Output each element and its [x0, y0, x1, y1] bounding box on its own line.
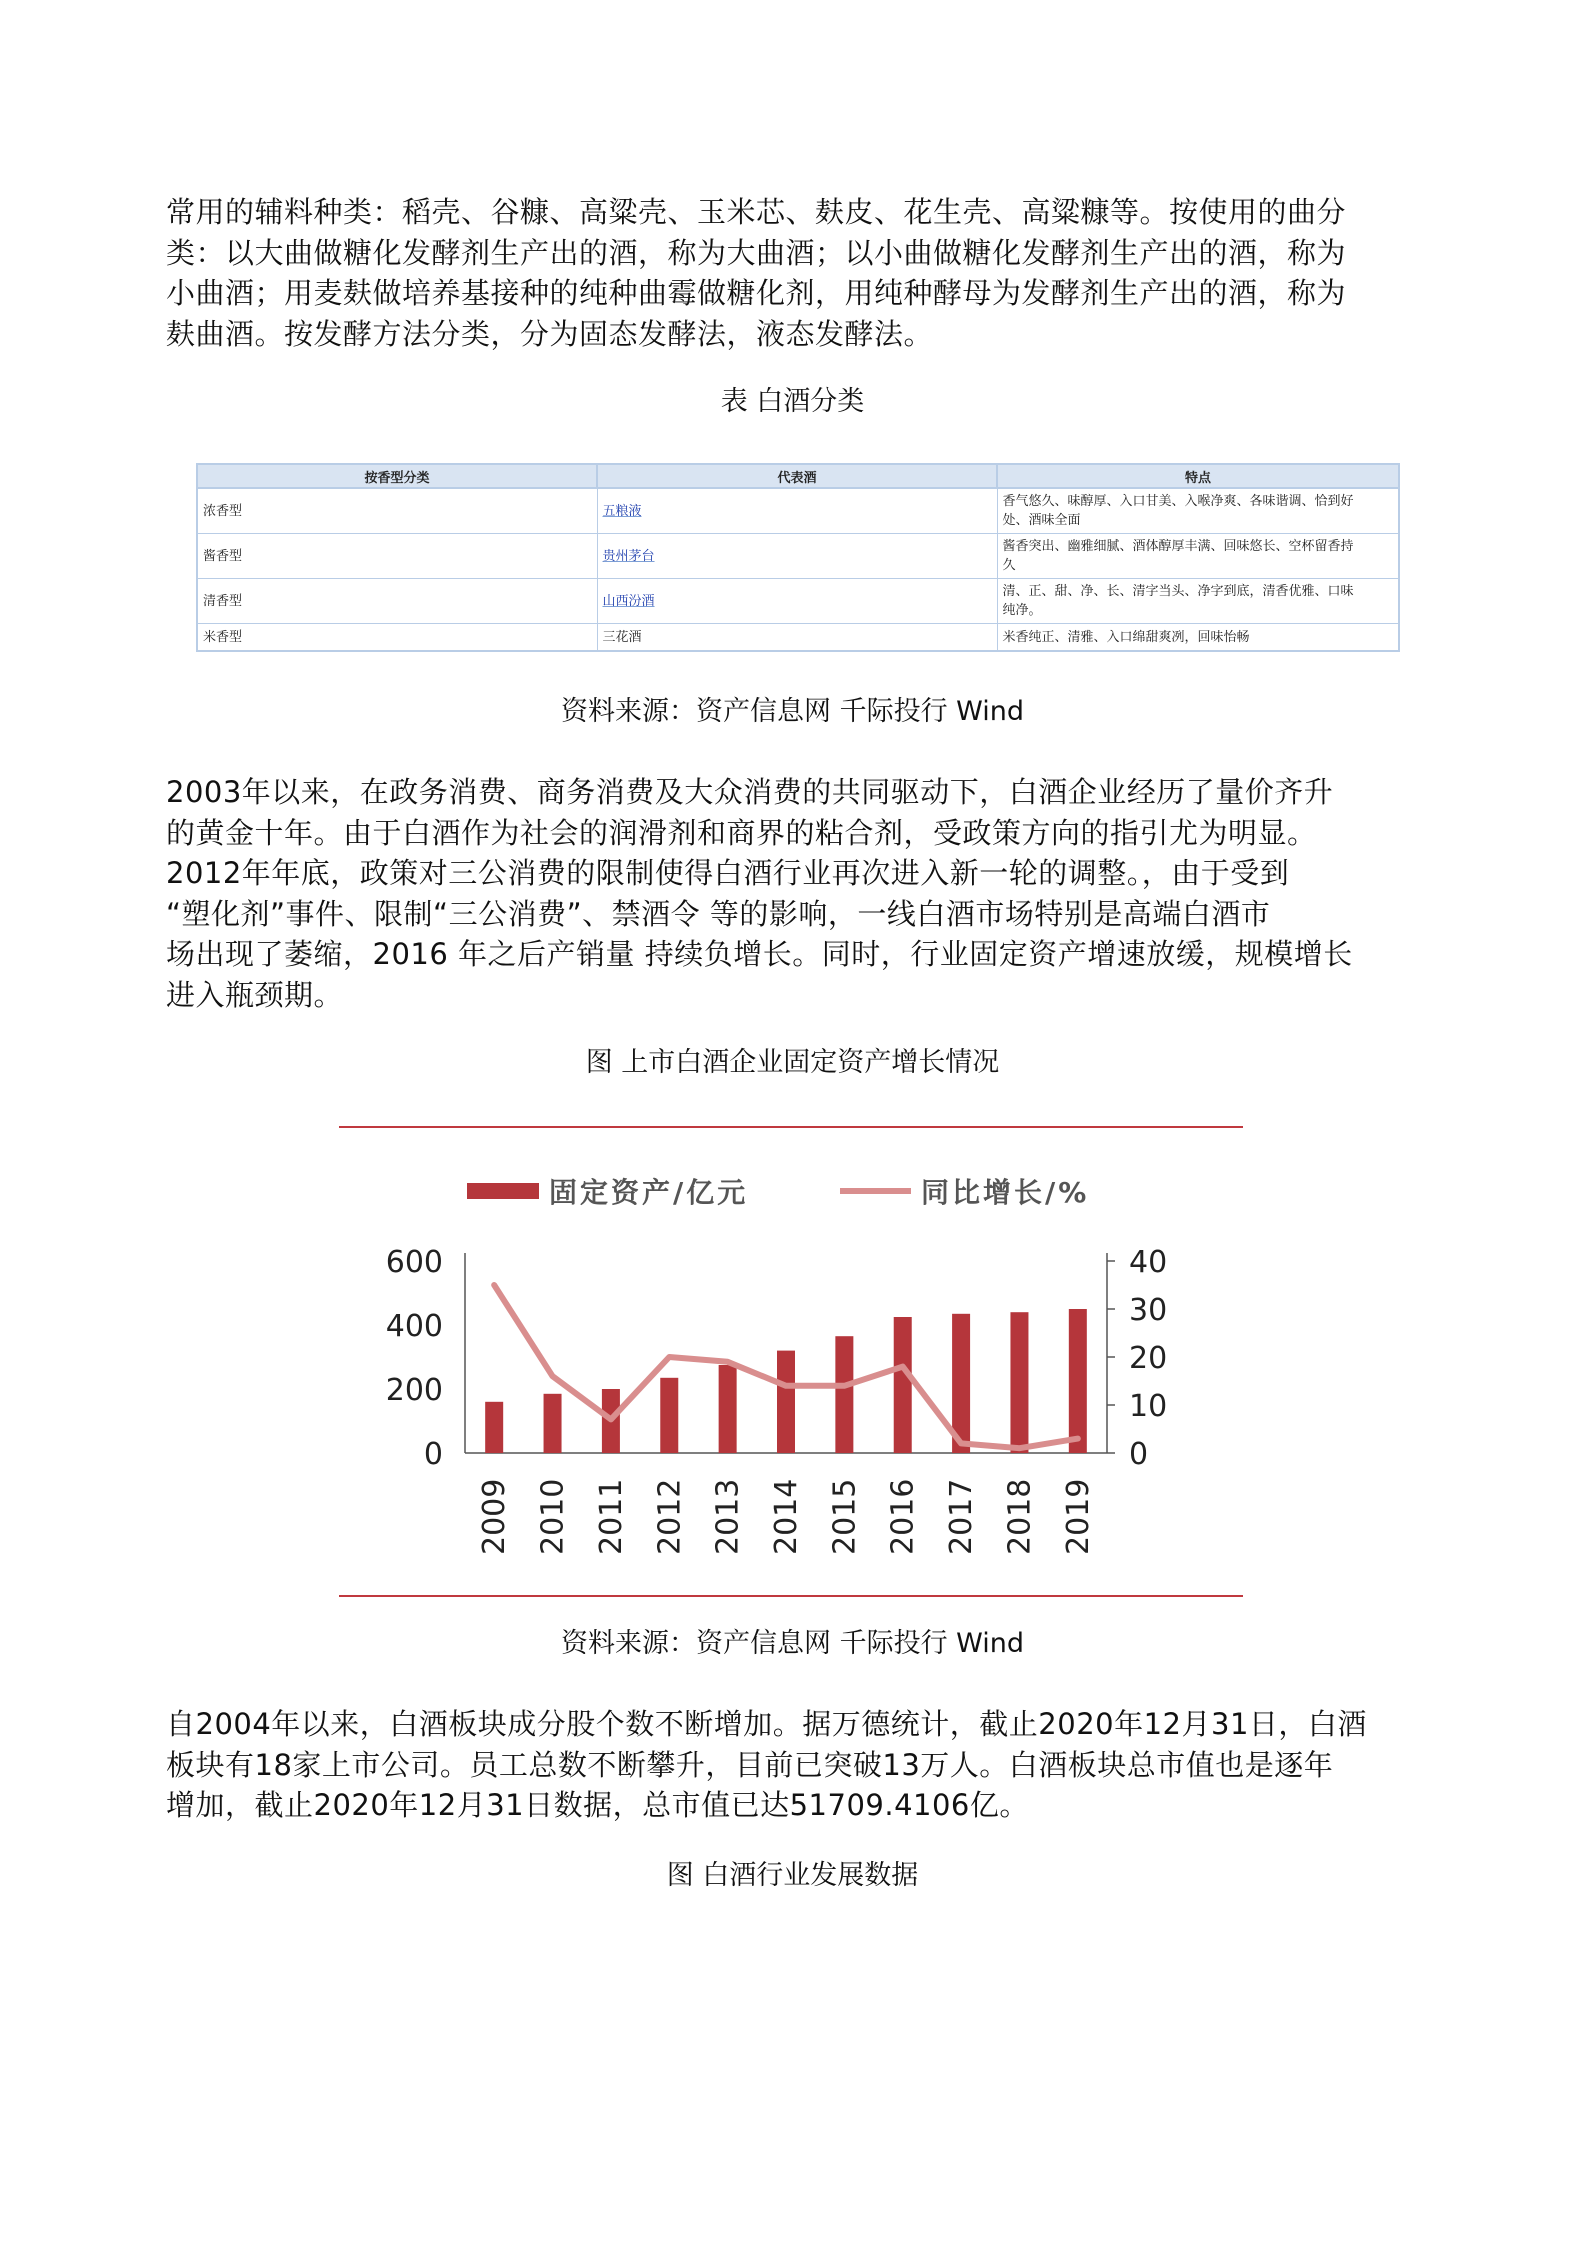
chart-source: 资料来源：资产信息网 千际投行 Wind: [560, 1628, 1025, 1659]
table-row: [197, 488, 1399, 534]
bar-fixed-assets: [1010, 1312, 1028, 1453]
header-aroma-type: 按香型分类: [197, 464, 597, 488]
y-right-tick-label: 30: [1129, 1293, 1168, 1328]
brand-link[interactable]: 山西汾酒: [602, 593, 655, 609]
feature-line: 香气悠久、味醇厚、入口甘美、入喉净爽、各味谐调、恰到好: [1002, 494, 1354, 509]
chart-title: 图 上市白酒企业固定资产增长情况: [585, 1047, 1000, 1078]
table-title: 表 白酒分类: [720, 386, 865, 417]
feature-line: 久: [1002, 558, 1016, 573]
text-line: 类：以大曲做糖化发酵剂生产出的酒，称为大曲酒；以小曲做糖化发酵剂生产出的酒，称为: [166, 235, 1347, 270]
plot-area: [386, 1245, 1167, 1555]
table-row: [197, 624, 1399, 652]
bar-fixed-assets: [835, 1336, 853, 1453]
x-tick-label: 2013: [710, 1478, 746, 1555]
feature-line: 清、正、甜、净、长、清字当头、净字到底，清香优雅、口味: [1002, 584, 1354, 599]
cell-type: 米香型: [197, 624, 597, 652]
text-line: 进入瓶颈期。: [166, 977, 344, 1012]
text-line: 的黄金十年。由于白酒作为社会的润滑剂和商界的粘合剂，受政策方向的指引尤为明显。: [166, 815, 1317, 850]
x-tick-label: 2012: [652, 1478, 688, 1555]
x-tick-label: 2015: [827, 1478, 863, 1555]
text-line: 场出现了萎缩，2016 年之后产销量 持续负增长。同时，行业固定资产增速放缓，规模增长: [166, 937, 1353, 971]
x-tick-label: 2010: [535, 1478, 571, 1555]
cell-brand: 三花酒: [597, 624, 997, 652]
x-tick-label: 2017: [944, 1478, 980, 1555]
bar-fixed-assets: [894, 1317, 912, 1453]
bar-fixed-assets: [544, 1394, 562, 1453]
feature-line: 处、酒味全面: [1002, 513, 1081, 528]
y-right-tick-label: 40: [1129, 1245, 1168, 1280]
x-tick-label: 2011: [593, 1478, 629, 1555]
text-line: 自2004年以来，白酒板块成分股个数不断增加。据万德统计，截止2020年12月31日，白酒: [166, 1707, 1367, 1741]
y-left-tick-label: 400: [385, 1309, 443, 1344]
x-tick-label: 2018: [1002, 1478, 1038, 1555]
liquor-classification-table: [196, 463, 1398, 652]
bar-fixed-assets: [660, 1378, 678, 1453]
feature-line: 米香纯正、清雅、入口绵甜爽冽，回味怡畅: [997, 624, 1399, 652]
cell-type: 浓香型: [197, 488, 597, 534]
y-right-tick-label: 10: [1129, 1389, 1168, 1424]
legend-bar-swatch: [467, 1183, 539, 1199]
legend-bar-label: 固定资产/亿元: [549, 1176, 749, 1209]
table-header-row: [197, 464, 1399, 488]
brand-link[interactable]: 贵州茅台: [602, 548, 655, 564]
cell-type: 清香型: [197, 579, 597, 624]
next-figure-title: 图 白酒行业发展数据: [666, 1860, 919, 1891]
table-source: 资料来源：资产信息网 千际投行 Wind: [560, 696, 1025, 727]
text-line: 2012年年底，政策对三公消费的限制使得白酒行业再次进入新一轮的调整。，由于受到: [166, 856, 1290, 890]
text-line: 板块有18家上市公司。员工总数不断攀升，目前已突破13万人。白酒板块总市值也是逐年: [166, 1747, 1334, 1782]
x-tick-label: 2016: [885, 1478, 921, 1555]
x-tick-label: 2009: [477, 1478, 513, 1555]
y-left-tick-label: 0: [423, 1437, 443, 1472]
paragraph-auxiliary-materials: [166, 192, 1428, 354]
paragraph-industry-history: [166, 772, 1428, 1015]
bar-fixed-assets: [485, 1402, 503, 1453]
y-left-tick-label: 200: [385, 1373, 443, 1408]
x-tick-label: 2014: [769, 1478, 804, 1555]
feature-line: 酱香突出、幽雅细腻、酒体醇厚丰满、回味悠长、空杯留香持: [1002, 539, 1354, 554]
text-line: 增加，截止2020年12月31日数据，总市值已达51709.4106亿。: [166, 1788, 1029, 1822]
legend-line-label: 同比增长/%: [921, 1176, 1090, 1209]
header-representative-liquor: 代表酒: [597, 464, 997, 488]
text-line: 常用的辅料种类：稻壳、谷糠、高粱壳、玉米芯、麸皮、花生壳、高粱糠等。按使用的曲分: [166, 195, 1347, 229]
bar-fixed-assets: [777, 1351, 795, 1453]
text-line: 小曲酒；用麦麸做培养基接种的纯种曲霉做糖化剂，用纯种酵母为发酵剂生产出的酒，称为: [166, 276, 1347, 310]
fixed-assets-chart: [335, 1110, 1247, 1600]
y-left-tick-label: 600: [385, 1245, 443, 1280]
x-tick-label: 2019: [1060, 1478, 1096, 1555]
text-line: 2003年以来，在政务消费、商务消费及大众消费的共同驱动下，白酒企业经历了量价齐升: [166, 775, 1334, 809]
brand-link[interactable]: 五粮液: [602, 503, 642, 519]
y-right-tick-label: 20: [1129, 1341, 1168, 1376]
y-right-tick-label: 0: [1129, 1437, 1149, 1472]
bar-fixed-assets: [719, 1365, 737, 1453]
bar-fixed-assets: [1069, 1309, 1087, 1453]
table-row: [197, 534, 1399, 579]
paragraph-sector-data: [166, 1704, 1428, 1826]
text-line: 麸曲酒。按发酵方法分类，分为固态发酵法，液态发酵法。: [166, 316, 934, 351]
text-line: “塑化剂”事件、限制“三公消费”、禁酒令 等的影响，一线白酒市场特别是高端白酒市: [166, 896, 1271, 931]
feature-line: 纯净。: [1002, 603, 1042, 618]
header-characteristics: 特点: [997, 464, 1399, 488]
cell-type: 酱香型: [197, 534, 597, 579]
table-row: [197, 579, 1399, 624]
